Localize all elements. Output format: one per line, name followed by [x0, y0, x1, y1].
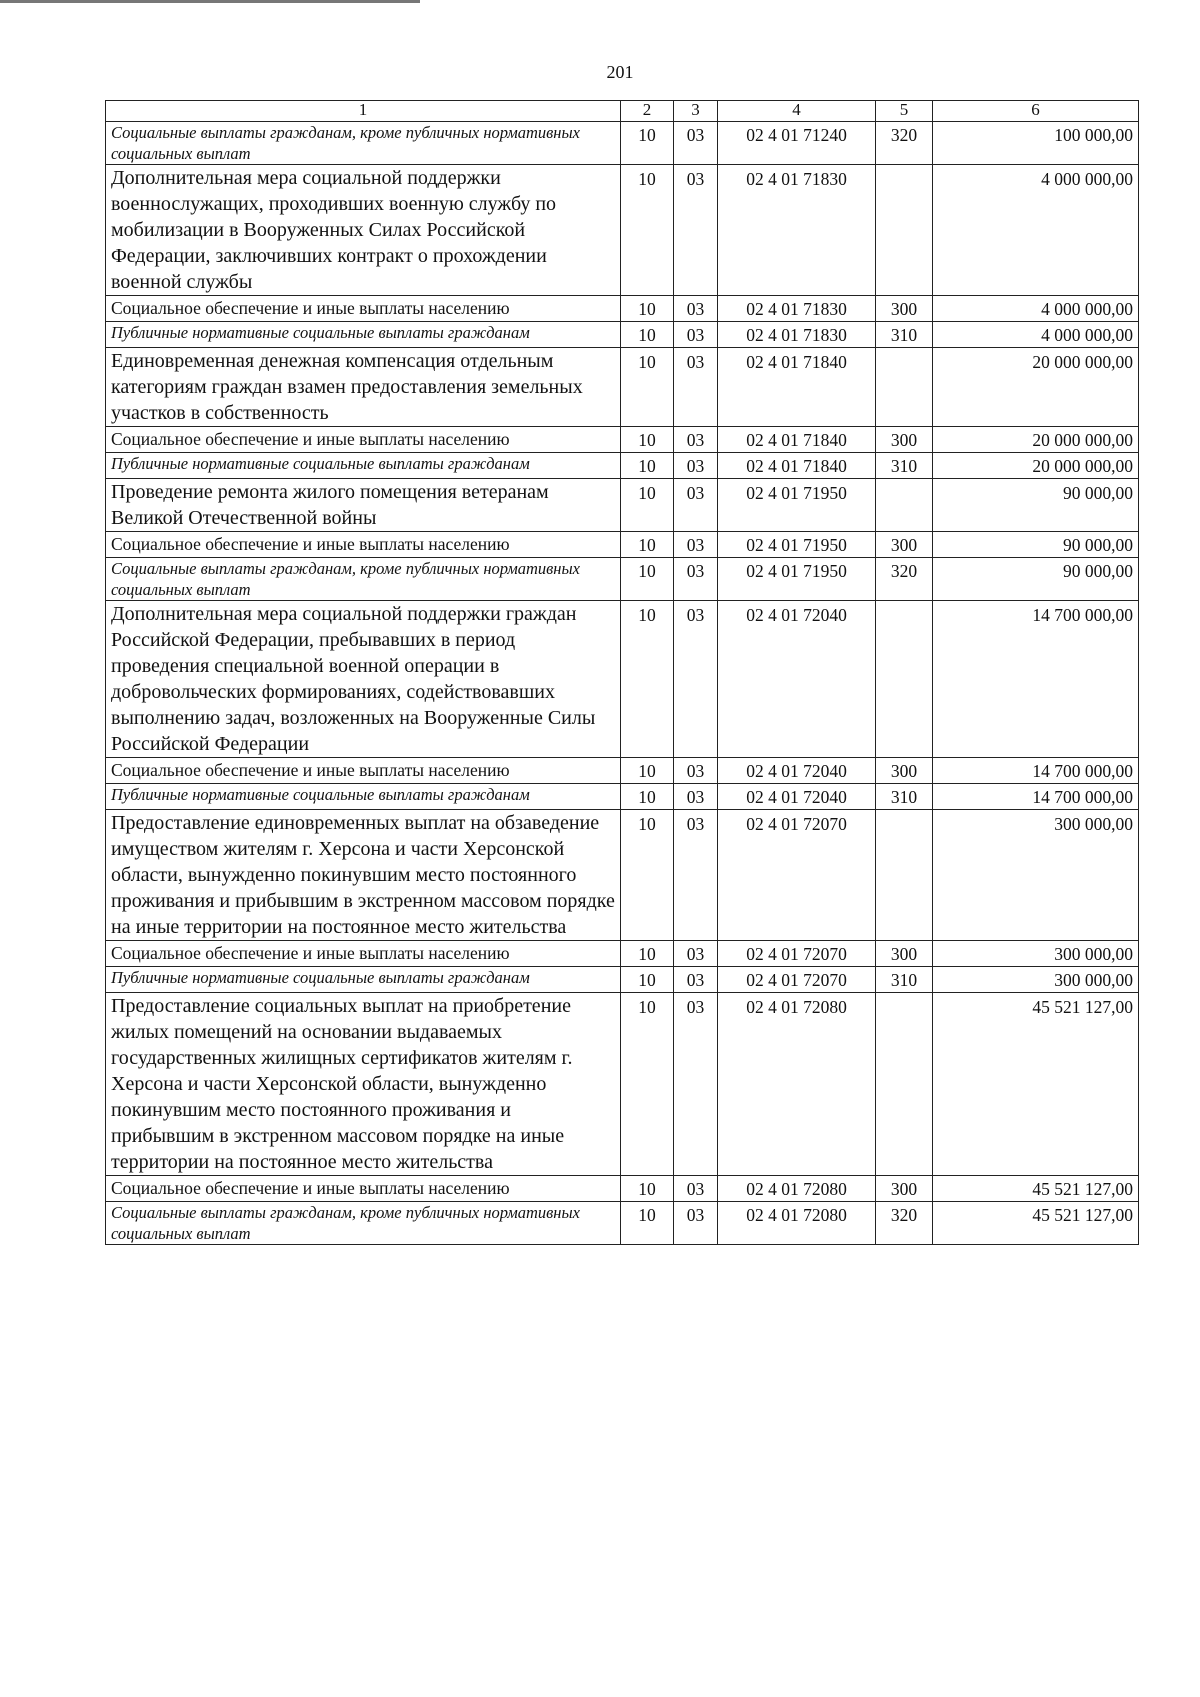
row-amount: 14 700 000,00	[933, 601, 1139, 758]
row-subsection-code: 03	[674, 601, 718, 758]
row-target-article-code: 02 4 01 72080	[718, 1202, 876, 1245]
row-subsection-code: 03	[674, 558, 718, 601]
row-amount: 20 000 000,00	[933, 348, 1139, 427]
row-expense-type-code: 300	[876, 427, 933, 453]
table-row	[106, 427, 1139, 453]
row-name: Социальное обеспечение и иные выплаты населению	[106, 941, 621, 967]
row-name: Публичные нормативные социальные выплаты гражданам	[106, 784, 621, 810]
row-subsection-code: 03	[674, 453, 718, 479]
row-section-code: 10	[621, 601, 674, 758]
row-expense-type-code: 310	[876, 784, 933, 810]
row-section-code: 10	[621, 453, 674, 479]
row-name: Публичные нормативные социальные выплаты гражданам	[106, 322, 621, 348]
row-target-article-code: 02 4 01 71840	[718, 427, 876, 453]
row-name: Предоставление социальных выплат на приобретение жилых помещений на основании выдаваемых государственных жилищных сертификатов жителям г. Херсона и части Херсонской области, вынужденно покинувшим место постоянного проживания и прибывшим в экстренном массовом порядке на иные территории на постоянное место жительства	[106, 993, 621, 1176]
row-expense-type-code: 310	[876, 453, 933, 479]
row-name: Социальное обеспечение и иные выплаты населению	[106, 758, 621, 784]
row-name: Социальные выплаты гражданам, кроме публичных нормативных социальных выплат	[106, 558, 621, 601]
row-target-article-code: 02 4 01 71830	[718, 296, 876, 322]
row-target-article-code: 02 4 01 72080	[718, 1176, 876, 1202]
row-section-code: 10	[621, 1176, 674, 1202]
row-section-code: 10	[621, 296, 674, 322]
row-subsection-code: 03	[674, 479, 718, 532]
row-section-code: 10	[621, 348, 674, 427]
row-amount: 4 000 000,00	[933, 165, 1139, 296]
header-col-3: 3	[674, 101, 718, 122]
row-expense-type-code: 320	[876, 558, 933, 601]
row-section-code: 10	[621, 941, 674, 967]
row-section-code: 10	[621, 1202, 674, 1245]
table-row	[106, 558, 1139, 601]
table-row	[106, 1202, 1139, 1245]
row-target-article-code: 02 4 01 71840	[718, 453, 876, 479]
table-row	[106, 122, 1139, 165]
row-subsection-code: 03	[674, 941, 718, 967]
table-row	[106, 296, 1139, 322]
table-row	[106, 967, 1139, 993]
row-subsection-code: 03	[674, 810, 718, 941]
row-section-code: 10	[621, 967, 674, 993]
table-row	[106, 453, 1139, 479]
row-amount: 4 000 000,00	[933, 322, 1139, 348]
row-name: Социальное обеспечение и иные выплаты населению	[106, 296, 621, 322]
row-expense-type-code	[876, 601, 933, 758]
row-subsection-code: 03	[674, 1202, 718, 1245]
row-target-article-code: 02 4 01 72070	[718, 967, 876, 993]
table-row	[106, 941, 1139, 967]
row-name: Социальное обеспечение и иные выплаты населению	[106, 1176, 621, 1202]
row-amount: 300 000,00	[933, 941, 1139, 967]
row-expense-type-code: 300	[876, 1176, 933, 1202]
row-subsection-code: 03	[674, 427, 718, 453]
scan-edge-line	[0, 0, 420, 3]
row-section-code: 10	[621, 784, 674, 810]
row-name: Социальные выплаты гражданам, кроме публичных нормативных социальных выплат	[106, 1202, 621, 1245]
row-amount: 20 000 000,00	[933, 427, 1139, 453]
row-expense-type-code	[876, 479, 933, 532]
table-row	[106, 810, 1139, 941]
row-name: Публичные нормативные социальные выплаты гражданам	[106, 453, 621, 479]
row-subsection-code: 03	[674, 1176, 718, 1202]
row-expense-type-code	[876, 810, 933, 941]
table-row	[106, 479, 1139, 532]
row-name: Социальные выплаты гражданам, кроме публичных нормативных социальных выплат	[106, 122, 621, 165]
row-amount: 300 000,00	[933, 967, 1139, 993]
row-target-article-code: 02 4 01 72080	[718, 993, 876, 1176]
row-section-code: 10	[621, 758, 674, 784]
row-expense-type-code: 300	[876, 532, 933, 558]
table-row	[106, 1176, 1139, 1202]
row-target-article-code: 02 4 01 71950	[718, 532, 876, 558]
row-expense-type-code: 300	[876, 941, 933, 967]
row-amount: 14 700 000,00	[933, 784, 1139, 810]
row-name: Проведение ремонта жилого помещения ветеранам Великой Отечественной войны	[106, 479, 621, 532]
row-expense-type-code: 300	[876, 758, 933, 784]
table-row	[106, 784, 1139, 810]
budget-table	[105, 100, 1139, 1245]
row-section-code: 10	[621, 479, 674, 532]
row-name: Дополнительная мера социальной поддержки граждан Российской Федерации, пребывавших в период проведения специальной военной операции в добровольческих формированиях, содействовавших выполнению задач, возложенных на Вооруженные Силы Российской Федерации	[106, 601, 621, 758]
header-col-1: 1	[106, 101, 621, 122]
table-row	[106, 532, 1139, 558]
table-row	[106, 601, 1139, 758]
header-col-4: 4	[718, 101, 876, 122]
row-amount: 90 000,00	[933, 558, 1139, 601]
row-section-code: 10	[621, 993, 674, 1176]
row-target-article-code: 02 4 01 71830	[718, 322, 876, 348]
header-col-5: 5	[876, 101, 933, 122]
row-amount: 20 000 000,00	[933, 453, 1139, 479]
table-row	[106, 758, 1139, 784]
row-expense-type-code: 320	[876, 122, 933, 165]
row-expense-type-code	[876, 993, 933, 1176]
row-expense-type-code	[876, 348, 933, 427]
row-target-article-code: 02 4 01 72040	[718, 601, 876, 758]
row-name: Публичные нормативные социальные выплаты гражданам	[106, 967, 621, 993]
page-number: 201	[606, 62, 634, 82]
row-expense-type-code: 310	[876, 322, 933, 348]
table-row	[106, 165, 1139, 296]
row-section-code: 10	[621, 558, 674, 601]
row-subsection-code: 03	[674, 296, 718, 322]
row-expense-type-code: 310	[876, 967, 933, 993]
row-section-code: 10	[621, 532, 674, 558]
row-target-article-code: 02 4 01 71830	[718, 165, 876, 296]
row-target-article-code: 02 4 01 71240	[718, 122, 876, 165]
row-amount: 90 000,00	[933, 532, 1139, 558]
row-target-article-code: 02 4 01 72070	[718, 810, 876, 941]
row-subsection-code: 03	[674, 165, 718, 296]
row-name: Единовременная денежная компенсация отдельным категориям граждан взамен предоставления земельных участков в собственность	[106, 348, 621, 427]
row-subsection-code: 03	[674, 532, 718, 558]
table-body	[106, 122, 1139, 1245]
header-col-6: 6	[933, 101, 1139, 122]
row-amount: 45 521 127,00	[933, 993, 1139, 1176]
row-name: Дополнительная мера социальной поддержки военнослужащих, проходивших военную службу по мобилизации в Вооруженных Силах Российской Федерации, заключивших контракт о прохождении военной службы	[106, 165, 621, 296]
table-row	[106, 348, 1139, 427]
row-amount: 14 700 000,00	[933, 758, 1139, 784]
row-target-article-code: 02 4 01 72040	[718, 758, 876, 784]
row-expense-type-code: 300	[876, 296, 933, 322]
row-section-code: 10	[621, 427, 674, 453]
row-amount: 90 000,00	[933, 479, 1139, 532]
row-name: Предоставление единовременных выплат на обзаведение имуществом жителям г. Херсона и части Херсонской области, вынужденно покинувшим место постоянного проживания и прибывшим в экстренном массовом порядке на иные территории на постоянное место жительства	[106, 810, 621, 941]
row-section-code: 10	[621, 322, 674, 348]
row-amount: 45 521 127,00	[933, 1202, 1139, 1245]
row-expense-type-code	[876, 165, 933, 296]
row-subsection-code: 03	[674, 784, 718, 810]
row-amount: 300 000,00	[933, 810, 1139, 941]
row-subsection-code: 03	[674, 993, 718, 1176]
row-target-article-code: 02 4 01 72040	[718, 784, 876, 810]
row-subsection-code: 03	[674, 322, 718, 348]
row-subsection-code: 03	[674, 967, 718, 993]
row-target-article-code: 02 4 01 71950	[718, 479, 876, 532]
row-target-article-code: 02 4 01 71950	[718, 558, 876, 601]
row-section-code: 10	[621, 165, 674, 296]
row-subsection-code: 03	[674, 348, 718, 427]
row-amount: 45 521 127,00	[933, 1176, 1139, 1202]
row-amount: 100 000,00	[933, 122, 1139, 165]
row-subsection-code: 03	[674, 122, 718, 165]
header-row	[106, 101, 1139, 122]
row-target-article-code: 02 4 01 71840	[718, 348, 876, 427]
row-section-code: 10	[621, 810, 674, 941]
row-target-article-code: 02 4 01 72070	[718, 941, 876, 967]
row-name: Социальное обеспечение и иные выплаты населению	[106, 427, 621, 453]
row-subsection-code: 03	[674, 758, 718, 784]
row-name: Социальное обеспечение и иные выплаты населению	[106, 532, 621, 558]
row-expense-type-code: 320	[876, 1202, 933, 1245]
header-col-2: 2	[621, 101, 674, 122]
table-row	[106, 993, 1139, 1176]
table-row	[106, 322, 1139, 348]
row-amount: 4 000 000,00	[933, 296, 1139, 322]
row-section-code: 10	[621, 122, 674, 165]
